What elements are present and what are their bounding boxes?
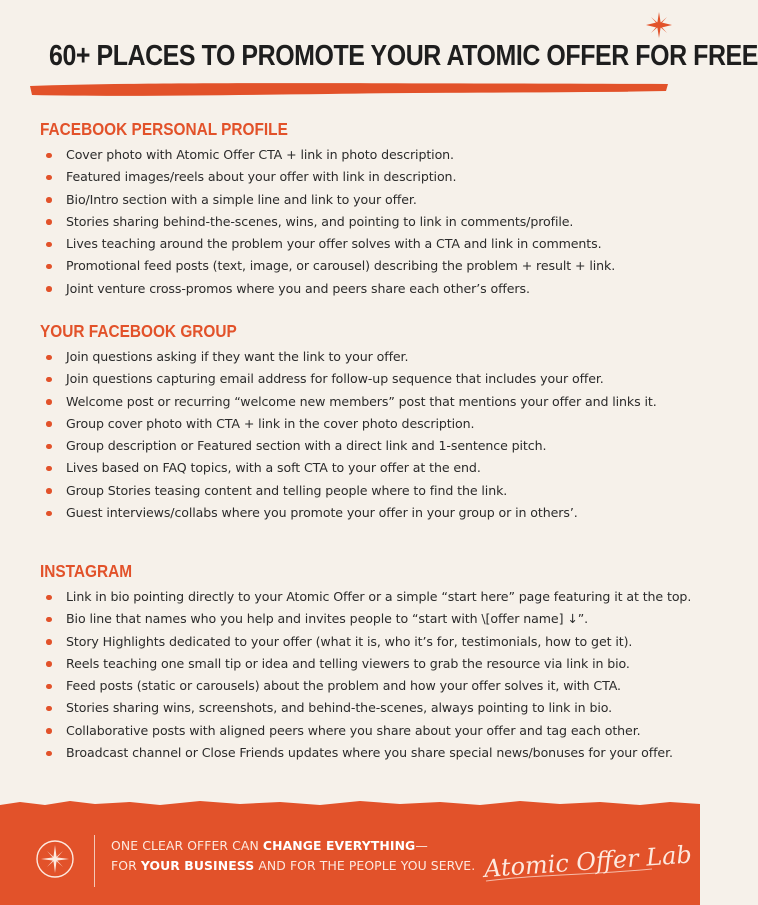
tagline-emphasis: YOUR BUSINESS [140, 858, 255, 873]
section-heading: YOUR FACEBOOK GROUP [40, 321, 237, 341]
list-item [40, 502, 680, 524]
item-text: Cover photo with Atomic Offer CTA + link in photo description. [66, 147, 454, 162]
bullet-icon [46, 175, 52, 181]
item-text: Collaborative posts with aligned peers where you share about your offer and tag each other. [66, 722, 641, 738]
section-heading: INSTAGRAM [40, 561, 133, 581]
item-text: Story Highlights dedicated to your offer (what it is, who it’s for, testimonials, how to get it). [66, 633, 633, 649]
list-item [40, 697, 680, 719]
bullet-icon [46, 242, 52, 248]
item-text: Lives based on FAQ topics, with a soft CTA to your offer at the end. [66, 460, 481, 476]
list-item [40, 586, 692, 608]
list-item [40, 742, 680, 764]
item-list [40, 144, 680, 300]
bullet-icon [46, 684, 52, 690]
tagline-text: FOR [111, 858, 141, 873]
bullet-icon [46, 355, 52, 361]
bullet-icon [46, 421, 52, 427]
page-title: 60+ PLACES TO PROMOTE YOUR ATOMIC OFFER FOR FREE [49, 40, 758, 72]
item-text: Welcome post or recurring “welcome new members” post that mentions your offer and links it. [66, 393, 657, 409]
tagline-emphasis: CHANGE EVERYTHING [262, 838, 416, 853]
bullet-icon [46, 728, 52, 734]
item-text: Group cover photo with CTA + link in the cover photo description. [66, 415, 475, 431]
list-item [40, 720, 680, 742]
tagline-text: — [415, 838, 428, 853]
section-facebook-group [40, 320, 680, 524]
bullet-icon [46, 661, 52, 667]
bullet-icon [46, 153, 52, 159]
bullet-icon [46, 617, 52, 623]
item-text: Broadcast channel or Close Friends updates where you share special news/bonuses for your offer. [66, 745, 673, 761]
list-item [40, 653, 680, 675]
section-instagram [40, 560, 692, 764]
list-item [40, 457, 680, 479]
bullet-icon [46, 264, 52, 270]
bullet-icon [46, 639, 52, 645]
item-text: Group Stories teasing content and telling people where to find the link. [66, 482, 508, 498]
tagline-text: ONE CLEAR OFFER CAN [111, 838, 263, 853]
list-item [40, 211, 680, 233]
list-item [40, 189, 680, 211]
sparkle-star-icon [35, 839, 75, 879]
list-item [40, 435, 680, 457]
bullet-icon [46, 219, 52, 225]
item-text: Lives teaching around the problem your offer solves with a CTA and link in comments. [66, 236, 602, 252]
bullet-icon [46, 511, 52, 517]
bullet-icon [46, 488, 52, 494]
footer-divider [94, 835, 95, 887]
tagline-line-1 [111, 836, 475, 856]
bullet-icon [46, 706, 52, 712]
item-text: Join questions asking if they want the link to your offer. [66, 349, 409, 364]
item-text: Bio/Intro section with a simple line and link to your offer. [66, 191, 417, 207]
sparkle-star-icon [646, 12, 672, 38]
item-text: Featured images/reels about your offer with link in description. [66, 169, 457, 185]
tagline-text: AND FOR THE PEOPLE YOU SERVE. [254, 858, 476, 873]
section-facebook-profile [40, 118, 680, 300]
item-text: Group description or Featured section with a direct link and 1-sentence pitch. [66, 438, 547, 454]
list-item [40, 413, 680, 435]
list-item [40, 144, 680, 166]
item-text: Bio line that names who you help and invites people to “start with \[offer name] ↓”. [66, 611, 589, 627]
item-text: Feed posts (static or carousels) about the problem and how your offer solves it, with CTA. [66, 678, 621, 694]
bullet-icon [46, 377, 52, 383]
footer-banner [0, 805, 700, 905]
item-text: Reels teaching one small tip or idea and telling viewers to grab the resource via link in bio. [66, 655, 630, 671]
list-item [40, 346, 680, 368]
list-item [40, 631, 680, 653]
item-text: Link in bio pointing directly to your Atomic Offer or a simple “start here” page featuring it at the top. [66, 589, 692, 604]
tagline-line-2 [111, 856, 475, 876]
section-heading: FACEBOOK PERSONAL PROFILE [40, 119, 288, 139]
bullet-icon [46, 444, 52, 450]
list-item [40, 608, 680, 630]
list-item [40, 675, 680, 697]
item-text: Promotional feed posts (text, image, or carousel) describing the problem + result + link. [66, 258, 616, 274]
item-text: Guest interviews/collabs where you promote your offer in your group or in others’. [66, 505, 578, 521]
bullet-icon [46, 197, 52, 203]
bullet-icon [46, 466, 52, 472]
list-item [40, 368, 680, 390]
item-text: Joint venture cross-promos where you and peers share each other’s offers. [66, 280, 530, 296]
bullet-icon [46, 595, 52, 601]
item-list [40, 346, 680, 524]
bullet-icon [46, 399, 52, 405]
list-item [40, 480, 680, 502]
bullet-icon [46, 286, 52, 292]
footer-tagline [111, 836, 475, 876]
item-list [40, 586, 692, 764]
item-text: Stories sharing behind-the-scenes, wins, and pointing to link in comments/profile. [66, 213, 574, 229]
brush-stroke-divider [28, 80, 670, 100]
list-item [40, 166, 680, 188]
atomic-offer-lab-logo [480, 835, 693, 891]
bullet-icon [46, 751, 52, 757]
item-text: Join questions capturing email address for follow-up sequence that includes your offer. [66, 371, 604, 387]
list-item [40, 255, 680, 277]
list-item [40, 233, 680, 255]
torn-edge-decoration [0, 797, 700, 809]
list-item [40, 278, 680, 300]
item-text: Stories sharing wins, screenshots, and behind-the-scenes, always pointing to link in bio. [66, 700, 613, 716]
list-item [40, 391, 680, 413]
svg-text:Atomic Offer Lab: Atomic Offer Lab [483, 840, 693, 883]
